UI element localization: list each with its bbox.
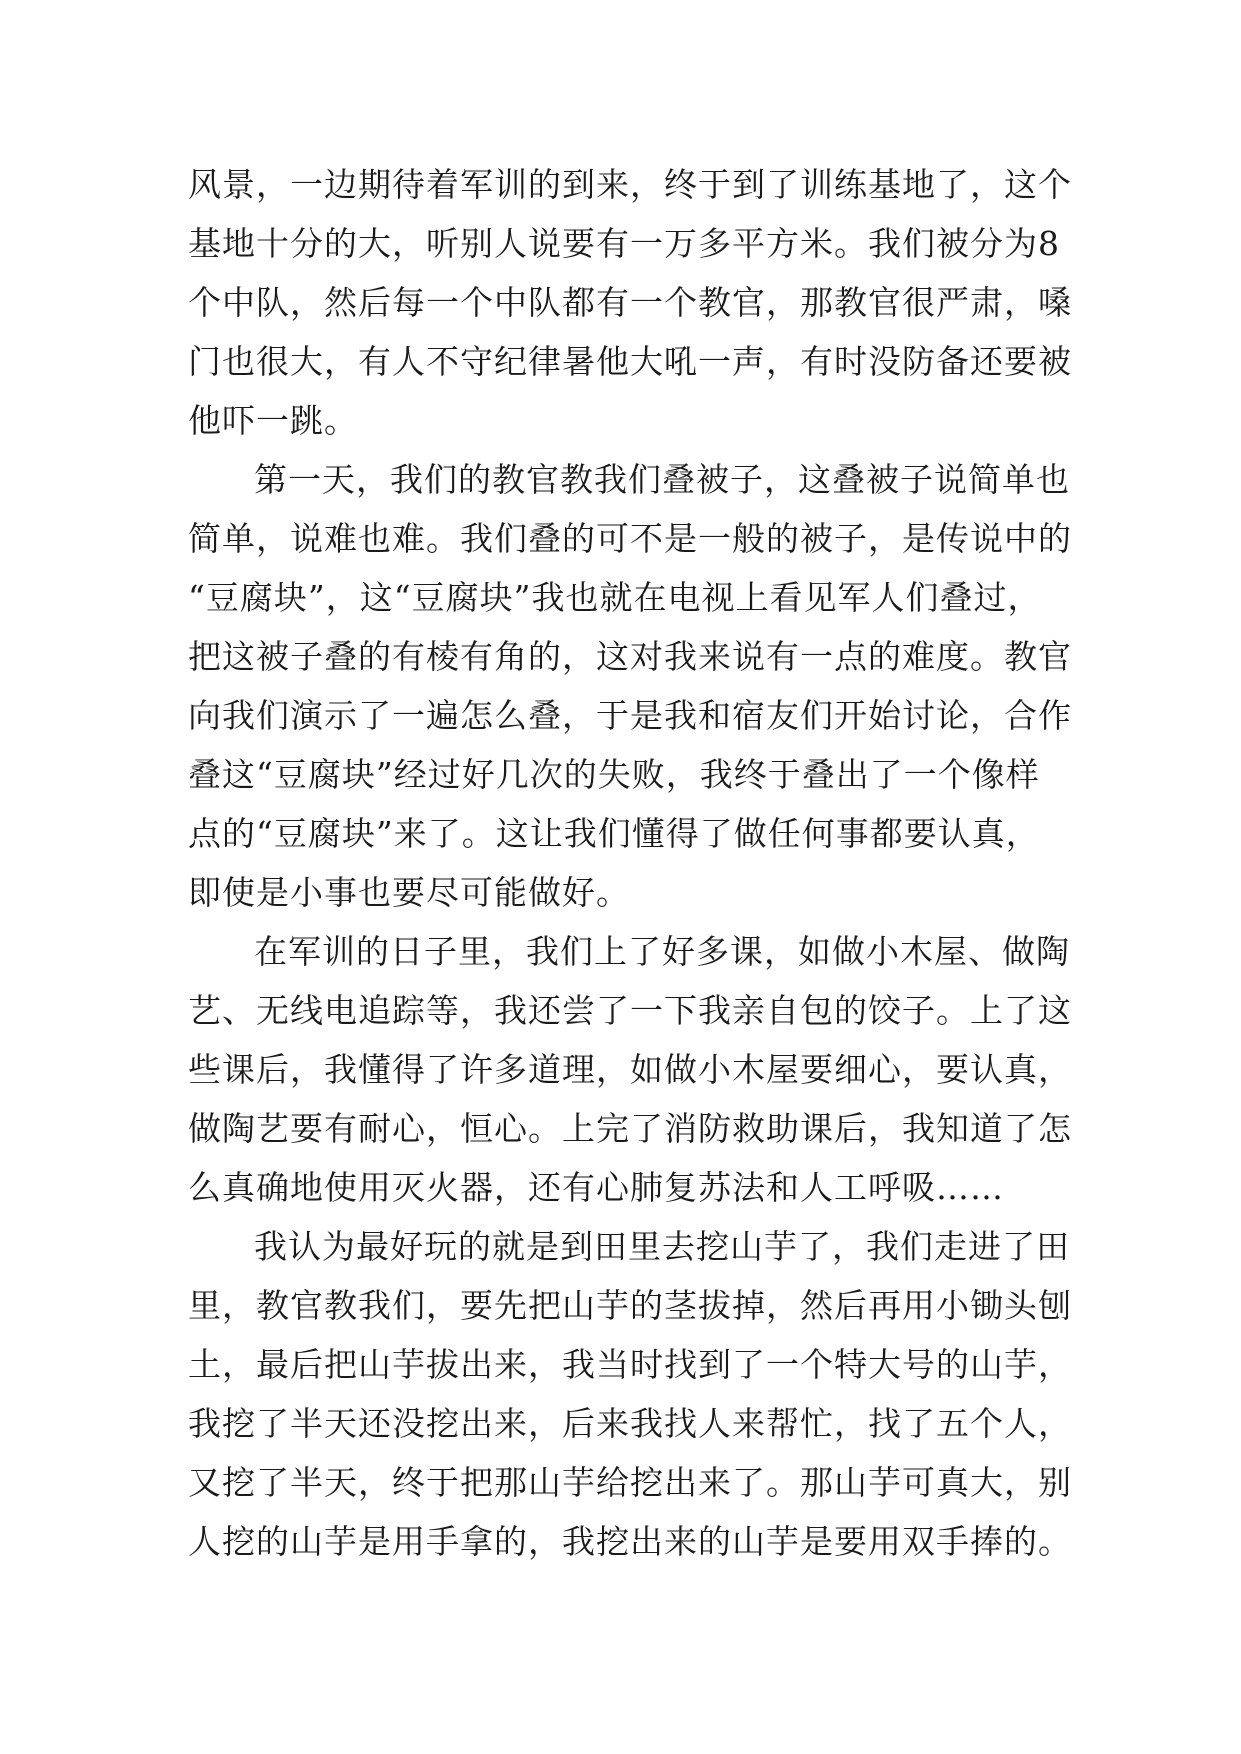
text-line: 点的“豆腐块”来了。这让我们懂得了做任何事都要认真， xyxy=(188,814,1040,853)
text-line: 人挖的山芋是用手拿的，我挖出来的山芋是要用双手捧的。 xyxy=(188,1522,1072,1561)
text-line: 他吓一跳。 xyxy=(188,401,358,440)
text-line: 我挖了半天还没挖出来，后来我找人来帮忙，找了五个人， xyxy=(188,1404,1072,1443)
paragraph-first-line: 在军训的日子里，我们上了好多课，如做小木屋、做陶 xyxy=(254,932,1070,971)
text-line: 做陶艺要有耐心，恒心。上完了消防救助课后，我知道了怎 xyxy=(188,1109,1072,1148)
text-line: 又挖了半天，终于把那山芋给挖出来了。那山芋可真大，别 xyxy=(188,1463,1072,1502)
text-line: 即使是小事也要尽可能做好。 xyxy=(188,873,630,912)
text-line: 个中队，然后每一个中队都有一个教官，那教官很严肃，嗓 xyxy=(188,283,1072,322)
text-line: 土，最后把山芋拔出来，我当时找到了一个特大号的山芋， xyxy=(188,1345,1072,1384)
text-line: 么真确地使用灭火器，还有心肺复苏法和人工呼吸…… xyxy=(188,1168,1004,1207)
body-text xyxy=(188,155,1072,1571)
text-line: 些课后，我懂得了许多道理，如做小木屋要细心，要认真， xyxy=(188,1050,1072,1089)
text-line: 把这被子叠的有棱有角的，这对我来说有一点的难度。教官 xyxy=(188,637,1072,676)
paragraph-first-line: 第一天，我们的教官教我们叠被子，这叠被子说简单也 xyxy=(254,460,1070,499)
text-line: 里，教官教我们，要先把山芋的茎拔掉，然后再用小锄头刨 xyxy=(188,1286,1072,1325)
text-line: 叠这“豆腐块”经过好几次的失败，我终于叠出了一个像样 xyxy=(188,755,1040,794)
text-line: 艺、无线电追踪等，我还尝了一下我亲自包的饺子。上了这 xyxy=(188,991,1072,1030)
text-line: 门也很大，有人不守纪律暑他大吼一声，有时没防备还要被 xyxy=(188,342,1072,381)
text-line: 向我们演示了一遍怎么叠，于是我和宿友们开始讨论，合作 xyxy=(188,696,1072,735)
text-line: 简单，说难也难。我们叠的可不是一般的被子，是传说中的 xyxy=(188,519,1072,558)
text-line: “豆腐块”，这“豆腐块”我也就在电视上看见军人们叠过， xyxy=(188,578,1042,617)
text-line: 基地十分的大，听别人说要有一万多平方米。我们被分为8 xyxy=(188,224,1060,263)
text-line: 风景，一边期待着军训的到来，终于到了训练基地了，这个 xyxy=(188,165,1072,204)
paragraph-first-line: 我认为最好玩的就是到田里去挖山芋了，我们走进了田 xyxy=(254,1227,1070,1266)
